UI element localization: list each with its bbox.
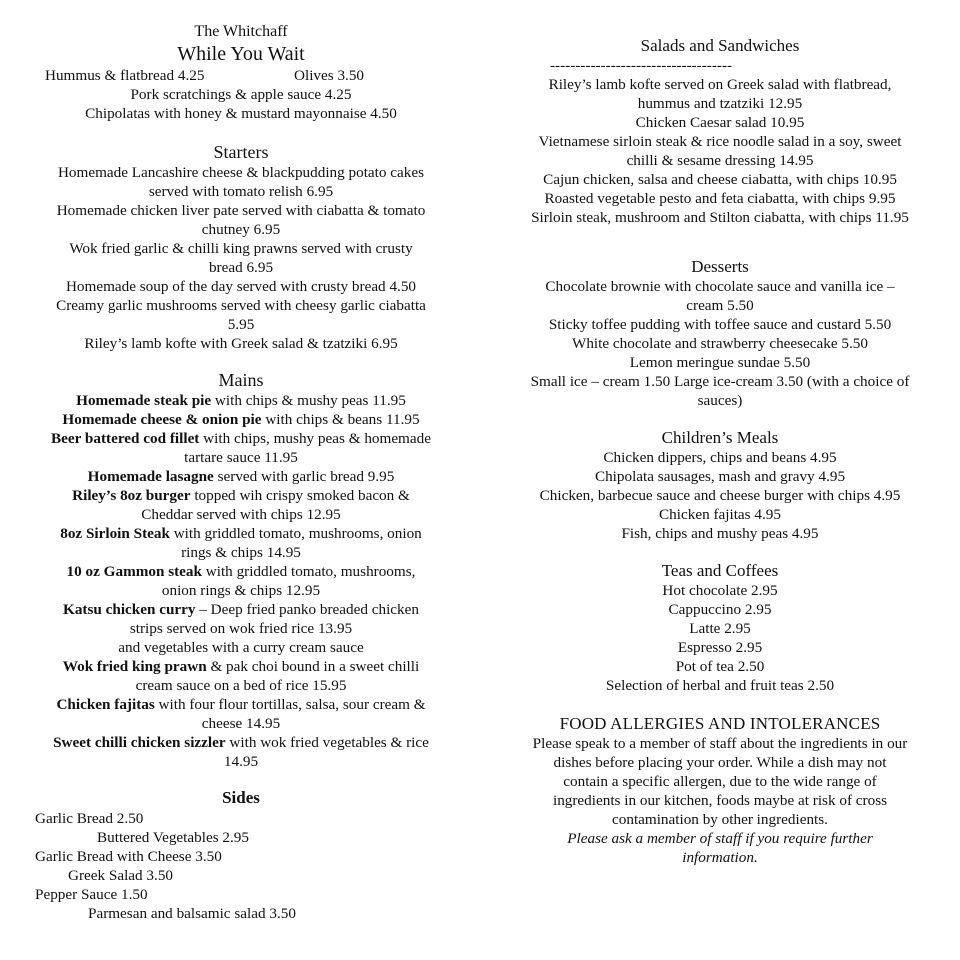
dessert-line: White chocolate and strawberry cheesecake 5.50	[571, 335, 868, 352]
main-item	[18, 410, 464, 429]
main-item-name: Wok fried king prawn	[62, 658, 207, 675]
starter-line: 5.95	[227, 316, 255, 333]
main-item-continued: onion rings & chips 12.95	[161, 582, 321, 599]
spacer	[18, 771, 464, 787]
starters-list	[18, 163, 464, 353]
spacer	[18, 353, 464, 369]
allergy-line: contamination by other ingredients.	[612, 811, 828, 828]
desserts-list	[496, 277, 944, 410]
starter-line: chutney 6.95	[201, 221, 281, 238]
starters-heading: Starters	[213, 142, 269, 162]
main-item-desc: with chips & beans 11.95	[261, 411, 420, 428]
childrens-heading: Children’s Meals	[661, 428, 779, 447]
tea-line: Selection of herbal and fruit teas 2.50	[605, 677, 835, 694]
salad-line: Vietnamese sirloin steak & rice noodle salad in a soy, sweet	[538, 133, 902, 150]
teas-heading: Teas and Coffees	[661, 561, 779, 580]
while-you-wait-heading: While You Wait	[177, 43, 305, 65]
allergies-heading: FOOD ALLERGIES AND INTOLERANCES	[559, 714, 881, 733]
main-item-continued: Cheddar served with chips 12.95	[141, 506, 341, 523]
main-item-desc: and vegetables with a curry cream sauce	[118, 639, 364, 656]
side-item: Pepper Sauce 1.50	[35, 886, 148, 903]
dessert-line: Chocolate brownie with chocolate sauce and vanilla ice –	[545, 278, 895, 295]
main-item	[18, 429, 464, 448]
main-item-name: 10 oz Gammon steak	[66, 563, 202, 580]
allergy-note-line: information.	[682, 849, 758, 866]
allergies-list	[496, 734, 944, 867]
side-item: Parmesan and balsamic salad 3.50	[88, 905, 296, 922]
while-you-wait-row-1	[18, 66, 464, 85]
main-item-name: 8oz Sirloin Steak	[60, 525, 170, 542]
main-item-desc: with wok fried vegetables & rice	[225, 734, 429, 751]
menu-item-olives: Olives 3.50	[294, 67, 365, 84]
menu-item-pork: Pork scratchings & apple sauce 4.25	[130, 86, 352, 103]
spacer	[496, 543, 944, 561]
spacer	[496, 695, 944, 713]
desserts-heading: Desserts	[691, 257, 749, 276]
allergy-note-line: Please ask a member of staff if you require further	[567, 830, 873, 847]
childrens-line: Chicken, barbecue sauce and cheese burger with chips 4.95	[539, 487, 901, 504]
salad-line: Roasted vegetable pesto and feta ciabatta, with chips 9.95	[544, 190, 896, 207]
allergy-line: dishes before placing your order. While a dish may not	[553, 754, 887, 771]
childrens-list	[496, 448, 944, 543]
starter-line: Homemade chicken liver pate served with ciabatta & tomato	[56, 202, 426, 219]
teas-list	[496, 581, 944, 695]
childrens-line: Chicken dippers, chips and beans 4.95	[603, 449, 837, 466]
side-item: Greek Salad 3.50	[68, 867, 174, 884]
main-item-continued: cheese 14.95	[201, 715, 281, 732]
left-column	[18, 0, 464, 923]
starter-line: Riley’s lamb kofte with Greek salad & tzatziki 6.95	[84, 335, 398, 352]
mains-list	[18, 391, 464, 771]
dessert-line: Small ice – cream 1.50 Large ice-cream 3.50 (with a choice of	[530, 373, 910, 390]
sides-heading: Sides	[222, 788, 260, 807]
right-column	[496, 0, 944, 867]
main-item-desc: topped wih crispy smoked bacon &	[190, 487, 410, 504]
salad-line: Riley’s lamb kofte served on Greek salad with flatbread,	[548, 76, 892, 93]
tea-line: Hot chocolate 2.95	[662, 582, 778, 599]
spacer	[18, 123, 464, 141]
dessert-line: Lemon meringue sundae 5.50	[629, 354, 811, 371]
salads-heading: Salads and Sandwiches	[640, 36, 800, 55]
main-item-desc: – Deep fried panko breaded chicken	[195, 601, 419, 618]
spacer	[18, 0, 464, 22]
sides-list	[18, 809, 464, 923]
spacer	[496, 227, 944, 257]
main-item-desc: with chips & mushy peas 11.95	[211, 392, 406, 409]
main-item	[18, 638, 464, 657]
tea-line: Latte 2.95	[689, 620, 751, 637]
main-item-continued: cream sauce on a bed of rice 15.95	[135, 677, 347, 694]
spacer	[496, 410, 944, 428]
allergy-line: Please speak to a member of staff about the ingredients in our	[532, 735, 908, 752]
mains-heading: Mains	[218, 370, 264, 390]
main-item	[18, 391, 464, 410]
salad-line: Sirloin steak, mushroom and Stilton ciabatta, with chips 11.95	[531, 209, 909, 226]
starter-line: Wok fried garlic & chilli king prawns served with crusty	[69, 240, 413, 257]
childrens-line: Fish, chips and mushy peas 4.95	[621, 525, 819, 542]
main-item-name: Sweet chilli chicken sizzler	[53, 734, 226, 751]
main-item-continued: strips served on wok fried rice 13.95	[129, 620, 353, 637]
main-item-name: Homemade steak pie	[76, 392, 212, 409]
main-item-desc: & pak choi bound in a sweet chilli	[206, 658, 420, 675]
main-item-continued: rings & chips 14.95	[181, 544, 301, 561]
salad-line: hummus and tzatziki 12.95	[637, 95, 803, 112]
main-item-name: Katsu chicken curry	[63, 601, 196, 618]
spacer	[496, 0, 944, 36]
main-item	[18, 657, 464, 676]
salads-list	[496, 75, 944, 227]
childrens-line: Chicken fajitas 4.95	[659, 506, 781, 523]
dessert-line: Sticky toffee pudding with toffee sauce and custard 5.50	[548, 316, 892, 333]
starter-line: bread 6.95	[208, 259, 274, 276]
salad-line: Cajun chicken, salsa and cheese ciabatta, with chips 10.95	[543, 171, 897, 188]
salad-line: chilli & sesame dressing 14.95	[626, 152, 814, 169]
main-item	[18, 733, 464, 752]
main-item-name: Homemade lasagne	[87, 468, 214, 485]
dessert-line: cream 5.50	[686, 297, 754, 314]
side-item: Garlic Bread 2.50	[35, 810, 144, 827]
tea-line: Pot of tea 2.50	[675, 658, 765, 675]
tea-line: Cappuccino 2.95	[668, 601, 772, 618]
starter-line: Homemade Lancashire cheese & blackpudding potato cakes	[57, 164, 425, 181]
allergy-line: ingredients in our kitchen, foods maybe at risk of cross	[552, 792, 888, 809]
main-item-name: Homemade cheese & onion pie	[62, 411, 262, 428]
main-item	[18, 562, 464, 581]
restaurant-name: The Whitchaff	[194, 23, 288, 40]
main-item-desc: with griddled tomato, mushrooms,	[201, 563, 416, 580]
main-item-desc: with chips, mushy peas & homemade	[199, 430, 431, 447]
main-item-name: Chicken fajitas	[56, 696, 155, 713]
childrens-line: Chipolata sausages, mash and gravy 4.95	[594, 468, 846, 485]
main-item	[18, 486, 464, 505]
allergy-line: contain a specific allergen, due to the wide range of	[563, 773, 877, 790]
main-item-continued: 14.95	[223, 753, 259, 770]
starter-line: served with tomato relish 6.95	[148, 183, 334, 200]
main-item	[18, 600, 464, 619]
main-item-desc: with four flour tortillas, salsa, sour cream &	[154, 696, 426, 713]
main-item-name: Riley’s 8oz burger	[72, 487, 191, 504]
main-item-name: Beer battered cod fillet	[51, 430, 200, 447]
main-item-continued: tartare sauce 11.95	[184, 449, 298, 466]
starter-line: Creamy garlic mushrooms served with cheesy garlic ciabatta	[56, 297, 426, 314]
side-item: Buttered Vegetables 2.95	[97, 829, 249, 846]
salads-divider: ------------------------------------	[550, 57, 733, 74]
tea-line: Espresso 2.95	[677, 639, 763, 656]
main-item	[18, 524, 464, 543]
main-item-desc: with griddled tomato, mushrooms, onion	[169, 525, 422, 542]
menu-item-hummus: Hummus & flatbread 4.25	[45, 67, 205, 84]
main-item-desc: served with garlic bread 9.95	[213, 468, 395, 485]
side-item: Garlic Bread with Cheese 3.50	[35, 848, 222, 865]
main-item	[18, 467, 464, 486]
starter-line: Homemade soup of the day served with crusty bread 4.50	[65, 278, 417, 295]
dessert-line: sauces)	[697, 392, 743, 409]
menu-item-chipolatas: Chipolatas with honey & mustard mayonnaise 4.50	[85, 105, 397, 122]
main-item	[18, 695, 464, 714]
salad-line: Chicken Caesar salad 10.95	[635, 114, 805, 131]
